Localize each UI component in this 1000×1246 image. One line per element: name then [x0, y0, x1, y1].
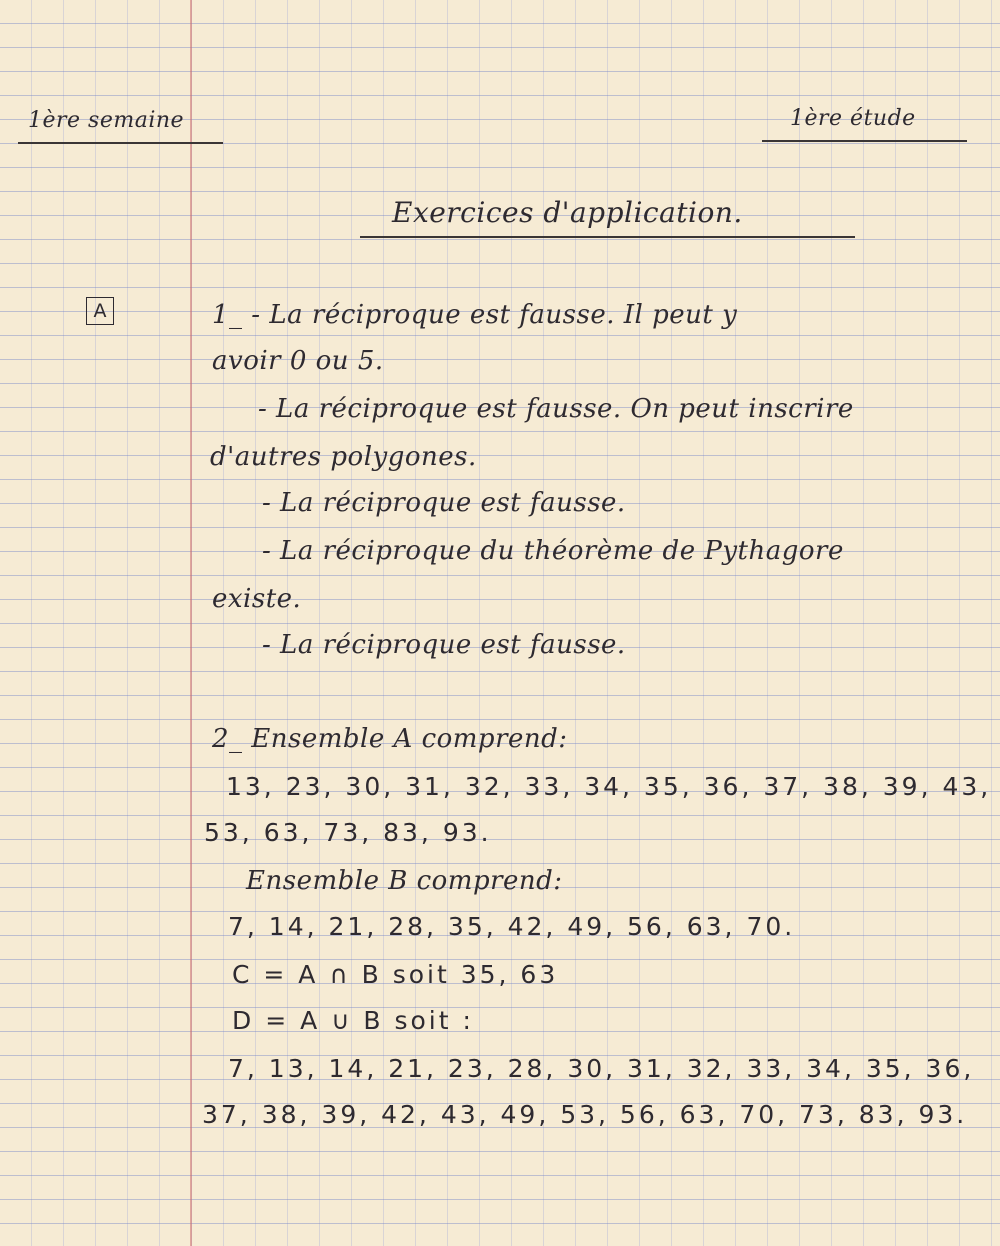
exercise1-line7: existe. — [212, 584, 302, 614]
notebook-margin-line — [190, 0, 192, 1246]
page-title: Exercices d'application. — [392, 196, 743, 229]
exercise1-line8: - La réciproque est fausse. — [262, 630, 626, 660]
exercise1-line3: - La réciproque est fausse. On peut inscrire — [258, 394, 854, 424]
exercise2-heading: 2_ Ensemble A comprend: — [212, 724, 568, 754]
union-heading: D = A ∪ B soit : — [232, 1006, 474, 1035]
header-study-underline — [762, 140, 967, 142]
exercise1-line1: 1_ - La réciproque est fausse. Il peut y — [212, 300, 738, 330]
setB-heading: Ensemble B comprend: — [246, 866, 563, 896]
header-week-underline — [18, 142, 223, 144]
setA-line2: 53, 63, 73, 83, 93. — [204, 818, 492, 847]
header-study: 1ère étude — [790, 106, 916, 131]
exercise1-line5: - La réciproque est fausse. — [262, 488, 626, 518]
intersection-line: C = A ∩ B soit 35, 63 — [232, 960, 559, 989]
setA-line1: 13, 23, 30, 31, 32, 33, 34, 35, 36, 37, 38, 39, 43, — [226, 772, 992, 801]
section-label-box: A — [86, 297, 114, 325]
header-week: 1ère semaine — [28, 108, 185, 133]
union-line2: 37, 38, 39, 42, 43, 49, 53, 56, 63, 70, 73, 83, 93. — [202, 1100, 968, 1129]
union-line1: 7, 13, 14, 21, 23, 28, 30, 31, 32, 33, 34, 35, 36, — [228, 1054, 975, 1083]
exercise1-line2: avoir 0 ou 5. — [212, 346, 384, 376]
setB-line: 7, 14, 21, 28, 35, 42, 49, 56, 63, 70. — [228, 912, 796, 941]
exercise1-line6: - La réciproque du théorème de Pythagore — [262, 536, 844, 566]
title-underline — [360, 236, 855, 238]
exercise1-line4: d'autres polygones. — [210, 442, 477, 472]
